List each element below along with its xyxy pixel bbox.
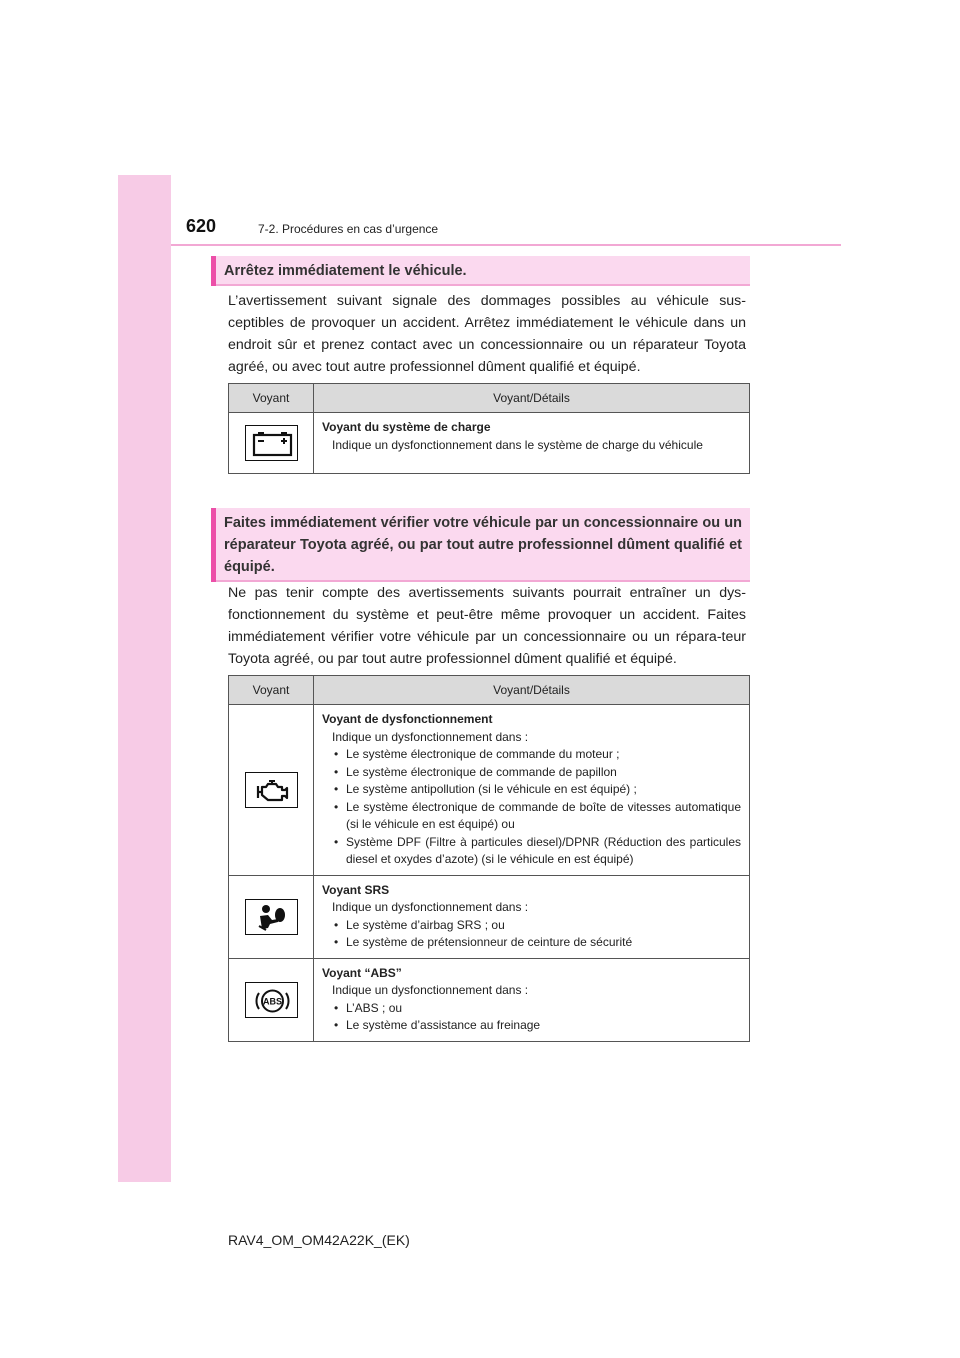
list-item: • Le système électronique de commande de boîte de vitesses automatique (si le véhicule en est équipé) ou (332, 799, 741, 834)
header-divider (171, 244, 841, 246)
warning-table-1 (228, 383, 750, 474)
details-cell (314, 705, 750, 876)
item-title: Voyant “ABS” (322, 965, 402, 980)
icon-cell (229, 958, 314, 1041)
banner-underline (216, 284, 750, 286)
battery-icon (245, 425, 298, 461)
item-description: Indique un dysfonctionnement dans : (332, 729, 529, 744)
intro-paragraph-2: Ne pas tenir compte des avertissements suivants pourrait entraîner un dys-fonctionnement du système et peut-être même provoquer un accident. Faites immédiatement vérifier votre véhicule par un concessionnaire ou un répara-teur Toyota agréé, ou par tout autre professionnel dûment qualifié et équipé. (228, 585, 746, 667)
bullet-list (322, 1000, 741, 1035)
table-header-row (229, 384, 750, 413)
item-description: Indique un dysfonctionnement dans le système de charge du véhicule (332, 437, 703, 452)
airbag-icon (245, 899, 298, 935)
side-tab-band (118, 175, 171, 1182)
document-code-footer: RAV4_OM_OM42A22K_(EK) (228, 1232, 410, 1248)
banner-text: Faites immédiatement vérifier votre véhicule par un concessionnaire ou un réparateur Toyota agréé, ou par tout autre professionnel dûment qualifié et équipé. (224, 515, 742, 575)
item-title: Voyant du système de charge (322, 420, 491, 434)
details-cell (314, 413, 750, 474)
list-item: • Le système de prétensionneur de ceinture de sécurité (332, 934, 741, 952)
banner-check-vehicle (211, 508, 750, 582)
section-title: 7-2. Procédures en cas d’urgence (258, 222, 439, 236)
table-header-row (229, 676, 750, 705)
item-description: Indique un dysfonctionnement dans : (332, 983, 529, 997)
intro-paragraph-1: L’avertissement suivant signale des dommages possibles au véhicule sus-ceptibles de provoquer un accident. Arrêtez immédiatement le véhicule dans un endroit sûr et prenez contact avec un concessionnaire ou un réparateur Toyota agréé, ou avec tout autre professionnel dûment qualifié et équipé. (228, 293, 746, 375)
bullet-list (322, 917, 741, 952)
list-item: • Le système d’airbag SRS ; ou (332, 917, 741, 935)
abs-icon-text: ABS (262, 996, 282, 1006)
list-item: • L’ABS ; ou (332, 1000, 741, 1018)
column-header-details: Voyant/Détails (314, 384, 750, 413)
icon-cell (229, 705, 314, 876)
list-item: • Le système d’assistance au freinage (332, 1017, 741, 1035)
column-header-details: Voyant/Détails (314, 676, 750, 705)
warning-table-2 (228, 675, 750, 1042)
list-item: • Système DPF (Filtre à particules diesel)/DPNR (Réduction des particules diesel et oxydes d’azote) (si le véhicule en est équipé) (332, 834, 741, 869)
column-header-voyant: Voyant (229, 676, 314, 705)
details-cell (314, 958, 750, 1041)
table-row (229, 958, 750, 1041)
abs-icon (245, 982, 298, 1018)
item-title: Voyant de dysfonctionnement (322, 712, 493, 726)
banner-stop-vehicle (211, 256, 750, 286)
engine-icon (245, 772, 298, 808)
details-cell (314, 875, 750, 958)
list-item: • Le système électronique de commande de papillon (332, 764, 741, 782)
list-item: • Le système antipollution (si le véhicule en est équipé) ; (332, 781, 741, 799)
bullet-list (322, 746, 741, 869)
table-row (229, 875, 750, 958)
item-description: Indique un dysfonctionnement dans : (332, 900, 529, 914)
column-header-voyant: Voyant (229, 384, 314, 413)
icon-cell (229, 875, 314, 958)
banner-text: Arrêtez immédiatement le véhicule. (224, 263, 467, 279)
icon-cell (229, 413, 314, 474)
list-item: • Le système électronique de commande du moteur ; (332, 746, 741, 764)
table-row (229, 705, 750, 876)
table-row (229, 413, 750, 474)
page-number: 620 (186, 216, 217, 236)
item-title: Voyant SRS (322, 882, 390, 897)
